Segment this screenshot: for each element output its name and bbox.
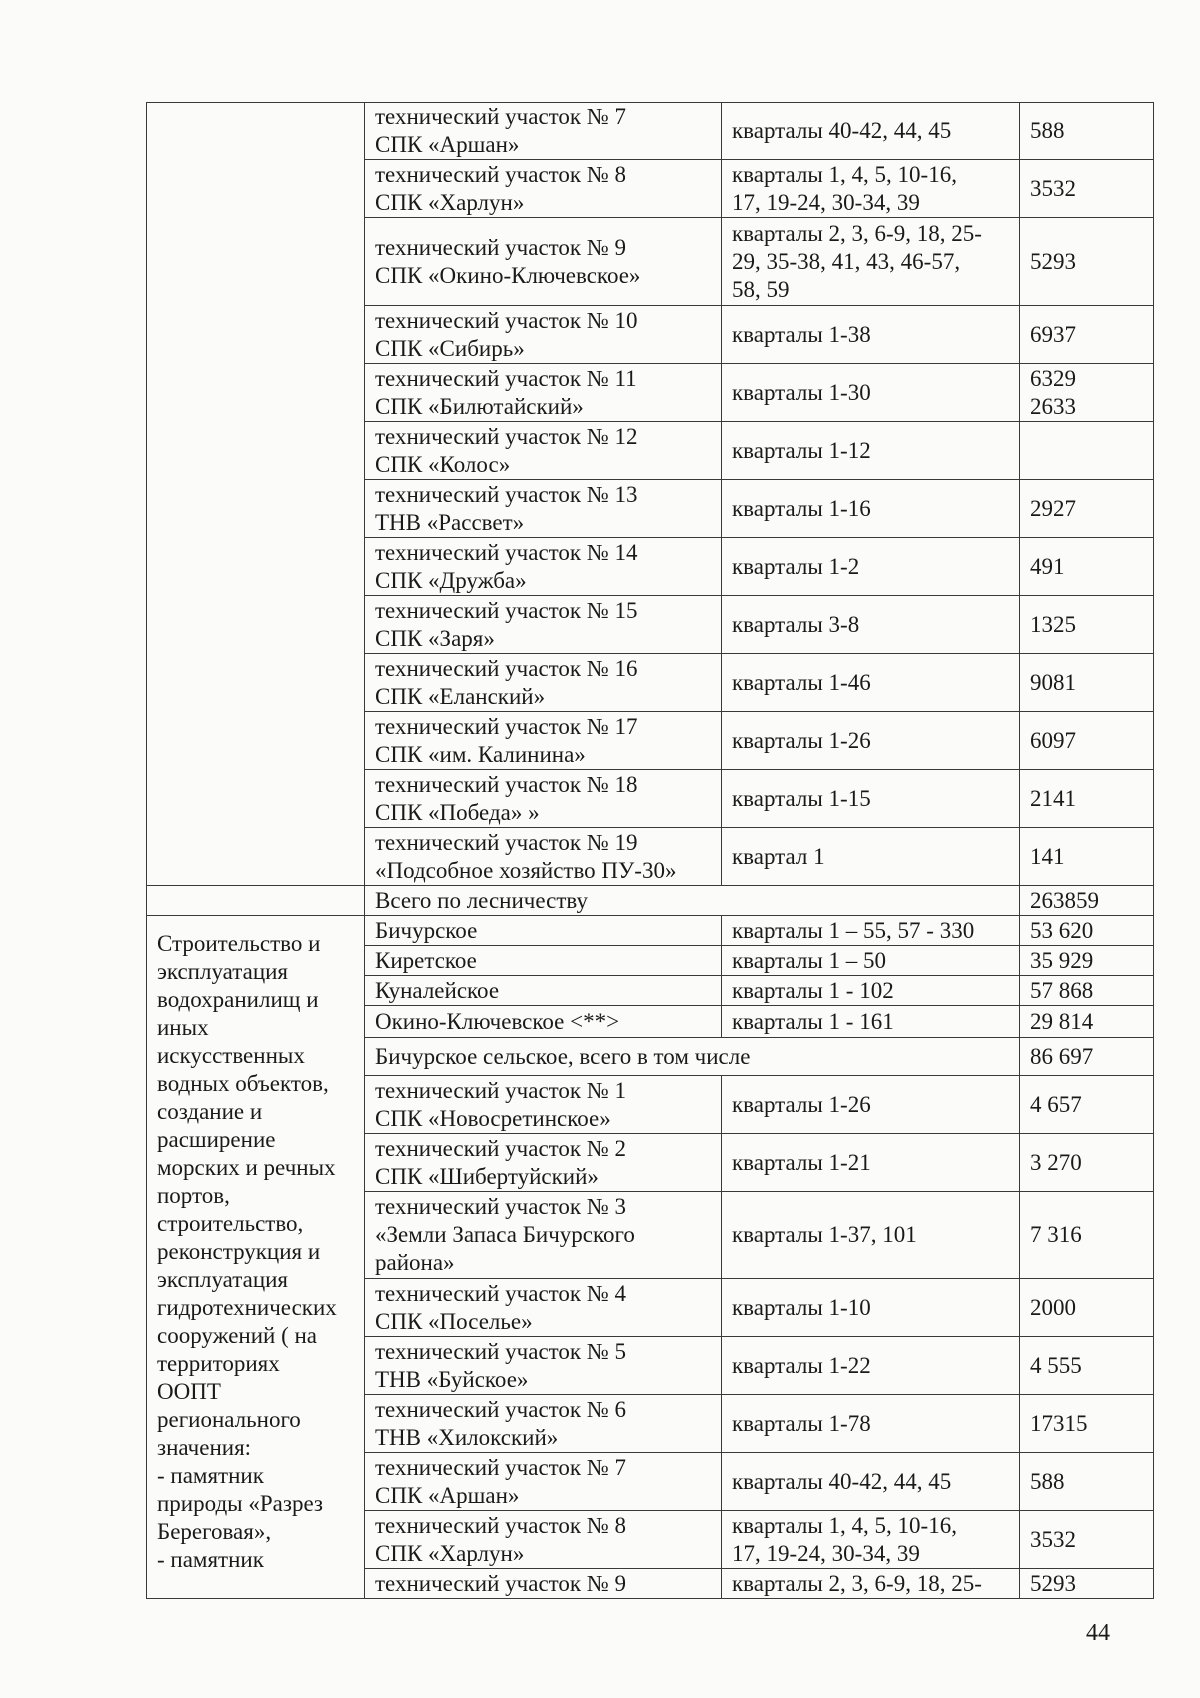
quarters-cell: кварталы 1-26 [722, 712, 1020, 770]
site-cell: технический участок № 8 СПК «Харлун» [365, 1511, 722, 1569]
quarters-cell: кварталы 1-38 [722, 306, 1020, 364]
district-name: Бичурское [365, 916, 722, 946]
area-cell: 2927 [1020, 480, 1154, 538]
site-cell: технический участок № 6 ТНВ «Хилокский» [365, 1395, 722, 1453]
area-cell: 3 270 [1020, 1134, 1154, 1192]
site-cell: технический участок № 3 «Земли Запаса Бичурского района» [365, 1192, 722, 1279]
site-cell: технический участок № 10 СПК «Сибирь» [365, 306, 722, 364]
area-cell: 6937 [1020, 306, 1154, 364]
quarters-cell: квартал 1 [722, 828, 1020, 886]
site-cell: технический участок № 19 «Подсобное хозяйство ПУ-30» [365, 828, 722, 886]
total-value: 263859 [1020, 886, 1154, 916]
area-cell: 53 620 [1020, 916, 1154, 946]
area-cell: 3532 [1020, 1511, 1154, 1569]
area-cell: 141 [1020, 828, 1154, 886]
quarters-cell: кварталы 3-8 [722, 596, 1020, 654]
quarters-cell: кварталы 1-37, 101 [722, 1192, 1020, 1279]
quarters-cell: кварталы 1 - 161 [722, 1006, 1020, 1038]
area-cell: 2141 [1020, 770, 1154, 828]
total-row [147, 886, 1154, 916]
page-number: 44 [1086, 1620, 1110, 1646]
quarters-cell: кварталы 2, 3, 6-9, 18, 25- 29, 35-38, 41, 43, 46-57, 58, 59 [722, 218, 1020, 306]
area-cell: 35 929 [1020, 946, 1154, 976]
quarters-cell: кварталы 1 – 50 [722, 946, 1020, 976]
site-cell: технический участок № 2 СПК «Шибертуйский» [365, 1134, 722, 1192]
site-cell: технический участок № 9 СПК «Окино-Ключевское» [365, 218, 722, 306]
rural-total-label: Бичурское сельское, всего в том числе [365, 1038, 1020, 1076]
quarters-cell: кварталы 1-78 [722, 1395, 1020, 1453]
quarters-cell: кварталы 1-30 [722, 364, 1020, 422]
purpose-cell-empty [147, 103, 365, 886]
site-cell: технический участок № 14 СПК «Дружба» [365, 538, 722, 596]
quarters-cell: кварталы 1-15 [722, 770, 1020, 828]
area-cell: 588 [1020, 103, 1154, 160]
site-cell: технический участок № 8 СПК «Харлун» [365, 160, 722, 218]
quarters-cell: кварталы 40-42, 44, 45 [722, 103, 1020, 160]
area-cell: 17315 [1020, 1395, 1154, 1453]
district-name: Куналейское [365, 976, 722, 1006]
purpose-cell: Строительство и эксплуатация водохранилищ и иных искусственных водных объектов, создание и расширение морских и речных портов, строительство, реконструкция и эксплуатация гидротехнических сооружений ( на территориях ООПТ регионального значения: - памятник природы «Разрез Береговая», - памятник [147, 916, 365, 1599]
quarters-cell: кварталы 40-42, 44, 45 [722, 1453, 1020, 1511]
quarters-cell: кварталы 2, 3, 6-9, 18, 25- [722, 1569, 1020, 1599]
area-cell: 4 657 [1020, 1076, 1154, 1134]
area-cell: 588 [1020, 1453, 1154, 1511]
total-label: Всего по лесничеству [365, 886, 1020, 916]
quarters-cell: кварталы 1 – 55, 57 - 330 [722, 916, 1020, 946]
area-cell: 1325 [1020, 596, 1154, 654]
site-cell: технический участок № 9 [365, 1569, 722, 1599]
quarters-cell: кварталы 1-21 [722, 1134, 1020, 1192]
quarters-cell: кварталы 1-16 [722, 480, 1020, 538]
forestry-table [146, 102, 1154, 1599]
empty-cell [147, 886, 365, 916]
area-cell: 7 316 [1020, 1192, 1154, 1279]
site-cell: технический участок № 12 СПК «Колос» [365, 422, 722, 480]
area-cell: 6097 [1020, 712, 1154, 770]
site-cell: технический участок № 15 СПК «Заря» [365, 596, 722, 654]
site-cell: технический участок № 16 СПК «Еланский» [365, 654, 722, 712]
area-cell: 2000 [1020, 1279, 1154, 1337]
quarters-cell: кварталы 1-22 [722, 1337, 1020, 1395]
quarters-cell: кварталы 1-12 [722, 422, 1020, 480]
area-cell: 491 [1020, 538, 1154, 596]
site-cell: технический участок № 4 СПК «Поселье» [365, 1279, 722, 1337]
quarters-cell: кварталы 1-2 [722, 538, 1020, 596]
site-cell: технический участок № 13 ТНВ «Рассвет» [365, 480, 722, 538]
area-cell: 4 555 [1020, 1337, 1154, 1395]
quarters-cell: кварталы 1, 4, 5, 10-16, 17, 19-24, 30-34, 39 [722, 160, 1020, 218]
table-row [147, 103, 1154, 160]
area-cell: 3532 [1020, 160, 1154, 218]
site-cell: технический участок № 18 СПК «Победа» » [365, 770, 722, 828]
quarters-cell: кварталы 1-26 [722, 1076, 1020, 1134]
district-name: Киретское [365, 946, 722, 976]
area-cell: 5293 [1020, 218, 1154, 306]
quarters-cell: кварталы 1-10 [722, 1279, 1020, 1337]
area-cell: 57 868 [1020, 976, 1154, 1006]
area-cell: 9081 [1020, 654, 1154, 712]
area-cell [1020, 422, 1154, 480]
site-cell: технический участок № 1 СПК «Новосретинское» [365, 1076, 722, 1134]
site-cell: технический участок № 11 СПК «Билютайский» [365, 364, 722, 422]
district-name: Окино-Ключевское <**> [365, 1006, 722, 1038]
site-cell: технический участок № 5 ТНВ «Буйское» [365, 1337, 722, 1395]
rural-total-value: 86 697 [1020, 1038, 1154, 1076]
area-cell: 5293 [1020, 1569, 1154, 1599]
quarters-cell: кварталы 1-46 [722, 654, 1020, 712]
quarters-cell: кварталы 1, 4, 5, 10-16, 17, 19-24, 30-34, 39 [722, 1511, 1020, 1569]
area-cell: 6329 2633 [1020, 364, 1154, 422]
quarters-cell: кварталы 1 - 102 [722, 976, 1020, 1006]
site-cell: технический участок № 7 СПК «Аршан» [365, 103, 722, 160]
area-cell: 29 814 [1020, 1006, 1154, 1038]
table-row [147, 916, 1154, 946]
site-cell: технический участок № 7 СПК «Аршан» [365, 1453, 722, 1511]
site-cell: технический участок № 17 СПК «им. Калинина» [365, 712, 722, 770]
